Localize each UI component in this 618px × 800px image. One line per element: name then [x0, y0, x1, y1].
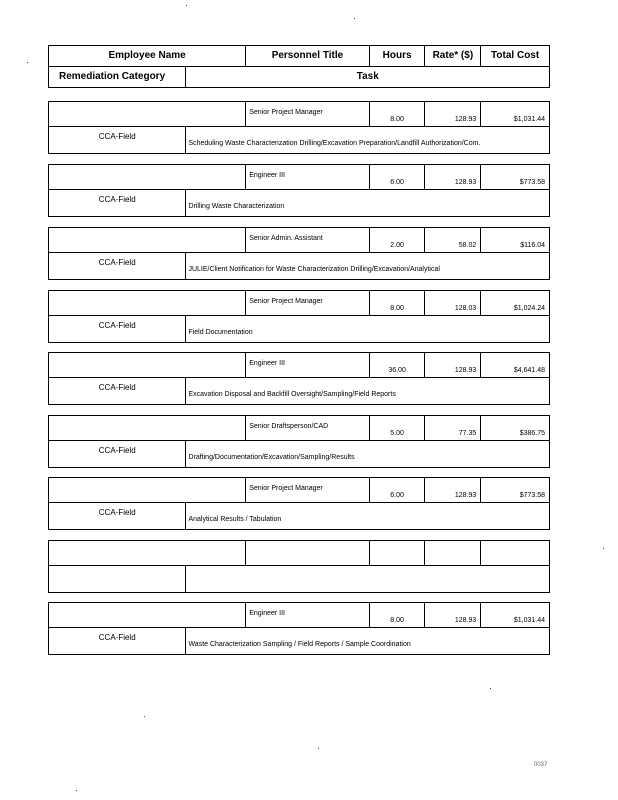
hours-value: 5.00: [390, 430, 404, 437]
personnel-title-cell: [246, 102, 370, 126]
employee-name-cell: [49, 291, 246, 315]
rate-cell: [425, 478, 481, 502]
personnel-title-cell: [246, 353, 370, 377]
rate-cell: [425, 291, 481, 315]
employee-name-cell: [49, 102, 246, 126]
hours-cell: [370, 603, 426, 627]
scan-speck: [27, 62, 28, 63]
remediation-category: CCA-Field: [98, 132, 136, 141]
personnel-title: Senior Admin. Assistant: [249, 235, 323, 242]
task-description: Drafting/Documentation/Excavation/Sampling/Results: [188, 454, 355, 461]
category-cell: [49, 127, 186, 153]
rate-cell: [425, 102, 481, 126]
scan-speck: [354, 18, 355, 19]
scan-speck: [76, 790, 77, 791]
header-hours: Hours: [370, 46, 426, 66]
labor-record: [48, 101, 550, 154]
header-remediation-category: Remediation Category: [49, 67, 186, 87]
record-row-2: [49, 127, 549, 153]
employee-name-cell: [49, 416, 246, 440]
task-cell: [186, 628, 549, 654]
total-cost-value: $773.58: [519, 179, 545, 186]
category-cell: [49, 566, 186, 592]
labor-record: [48, 415, 550, 468]
rate-value: 128.93: [454, 116, 477, 123]
employee-name-cell: [49, 603, 246, 627]
personnel-title-cell: [246, 603, 370, 627]
task-cell: [186, 566, 549, 592]
remediation-category: CCA-Field: [98, 321, 136, 330]
hours-cell: [370, 102, 426, 126]
category-cell: [49, 190, 186, 216]
hours-value: 2.00: [390, 242, 404, 249]
personnel-title: Engineer III: [249, 610, 286, 617]
task-description: Drilling Waste Characterization: [188, 203, 285, 210]
task-description: Field Documentation: [188, 329, 253, 336]
header-row-2: [49, 67, 549, 87]
task-description: Scheduling Waste Characterization Drilling/Excavation Preparation/Landfill Authorization/Com.: [188, 140, 481, 147]
rate-value: 58.02: [458, 242, 477, 249]
remediation-category: CCA-Field: [98, 258, 136, 267]
total-cost-cell: [481, 291, 549, 315]
scan-speck: [603, 548, 604, 549]
labor-record: [48, 352, 550, 405]
record-row-2: [49, 316, 549, 342]
personnel-title: Senior Project Manager: [249, 298, 323, 305]
remediation-category: CCA-Field: [98, 508, 136, 517]
record-row-1: [49, 603, 549, 628]
rate-value: 128.93: [454, 617, 477, 624]
hours-value: 6.00: [390, 179, 404, 186]
total-cost-cell: [481, 228, 549, 252]
rate-value: 128.93: [454, 179, 477, 186]
remediation-category: CCA-Field: [98, 195, 136, 204]
total-cost-cell: [481, 416, 549, 440]
task-description: Waste Characterization Sampling / Field Reports / Sample Coordination: [188, 641, 411, 648]
record-row-1: [49, 291, 549, 316]
employee-name-cell: [49, 541, 246, 565]
header-total-cost: Total Cost: [491, 50, 540, 61]
record-row-1: [49, 416, 549, 441]
rate-cell: [425, 603, 481, 627]
total-cost-value: $1,031.44: [513, 116, 545, 123]
task-cell: [186, 378, 549, 404]
employee-name-cell: [49, 353, 246, 377]
personnel-title-cell: [246, 228, 370, 252]
labor-record-blank: [48, 540, 550, 593]
header-row-1: [49, 46, 549, 67]
personnel-title: Senior Project Manager: [249, 109, 323, 116]
rate-value: 128.03: [454, 305, 477, 312]
rate-cell: [425, 416, 481, 440]
total-cost-value: $773.58: [519, 492, 545, 499]
task-cell: [186, 441, 549, 467]
scan-speck: [144, 716, 145, 717]
labor-record: [48, 164, 550, 217]
employee-name-cell: [49, 478, 246, 502]
personnel-title: Senior Draftsperson/CAD: [249, 423, 329, 430]
total-cost-cell: [481, 353, 549, 377]
rate-value: 77.35: [458, 430, 477, 437]
category-cell: [49, 253, 186, 279]
hours-value: 8.00: [390, 617, 404, 624]
hours-value: 6.00: [390, 492, 404, 499]
hours-cell: [370, 416, 426, 440]
personnel-title: Senior Project Manager: [249, 485, 323, 492]
record-row-2: [49, 566, 549, 592]
hours-cell: [370, 478, 426, 502]
category-cell: [49, 441, 186, 467]
personnel-title-cell: [246, 291, 370, 315]
rate-cell: [425, 353, 481, 377]
total-cost-cell: [481, 478, 549, 502]
scan-speck: [318, 748, 319, 749]
rate-cell: [425, 541, 481, 565]
hours-cell: [370, 165, 426, 189]
task-description: Analytical Results / Tabulation: [188, 516, 282, 523]
header-task: Task: [356, 71, 379, 82]
header-employee-name: Employee Name: [49, 46, 246, 66]
total-cost-cell: [481, 165, 549, 189]
category-cell: [49, 378, 186, 404]
record-row-1: [49, 228, 549, 253]
category-cell: [49, 316, 186, 342]
record-row-2: [49, 190, 549, 216]
total-cost-cell: [481, 541, 549, 565]
header-personnel-title: Personnel Title: [246, 46, 370, 66]
personnel-title-cell: [246, 165, 370, 189]
remediation-category: CCA-Field: [98, 383, 136, 392]
employee-name-cell: [49, 165, 246, 189]
personnel-title: Engineer III: [249, 172, 286, 179]
record-row-2: [49, 628, 549, 654]
record-row-1: [49, 102, 549, 127]
task-cell: [186, 127, 549, 153]
rate-value: 128.93: [454, 367, 477, 374]
record-row-1: [49, 541, 549, 566]
labor-record: [48, 477, 550, 530]
task-description: Excavation Disposal and Backfill Oversight/Sampling/Field Reports: [188, 391, 396, 398]
category-cell: [49, 628, 186, 654]
record-row-2: [49, 378, 549, 404]
task-cell: [186, 190, 549, 216]
task-cell: [186, 316, 549, 342]
personnel-title-cell: [246, 416, 370, 440]
hours-cell: [370, 353, 426, 377]
hours-cell: [370, 291, 426, 315]
task-description: JULIE/Client Notification for Waste Characterization Drilling/Excavation/Analytical: [188, 266, 440, 273]
record-row-2: [49, 503, 549, 529]
total-cost-cell: [481, 102, 549, 126]
rate-cell: [425, 228, 481, 252]
header-rate: Rate* ($): [425, 46, 481, 66]
bates-number: 0037: [534, 762, 548, 768]
task-cell: [186, 253, 549, 279]
employee-name-cell: [49, 228, 246, 252]
record-row-1: [49, 165, 549, 190]
hours-value: 8.00: [390, 305, 404, 312]
total-cost-value: $116.04: [520, 242, 545, 249]
scan-speck: [490, 688, 491, 689]
task-cell: [186, 503, 549, 529]
personnel-title-cell: [246, 541, 370, 565]
rate-cell: [425, 165, 481, 189]
remediation-category: CCA-Field: [98, 633, 136, 642]
remediation-category: CCA-Field: [98, 446, 136, 455]
rate-value: 128.93: [454, 492, 477, 499]
hours-value: 8.00: [390, 116, 404, 123]
record-row-1: [49, 353, 549, 378]
total-cost-value: $1,024.24: [513, 305, 545, 312]
column-header-table: [48, 45, 550, 88]
record-row-2: [49, 441, 549, 467]
total-cost-value: $1,031.44: [513, 617, 545, 624]
record-row-1: [49, 478, 549, 503]
personnel-title-cell: [246, 478, 370, 502]
total-cost-cell: [481, 603, 549, 627]
personnel-title: Engineer III: [249, 360, 286, 367]
record-row-2: [49, 253, 549, 279]
total-cost-value: $4,641.48: [513, 367, 545, 374]
labor-record: [48, 227, 550, 280]
labor-record: [48, 290, 550, 343]
total-cost-value: $386.75: [519, 430, 545, 437]
category-cell: [49, 503, 186, 529]
scan-speck: [186, 5, 187, 6]
hours-cell: [370, 541, 426, 565]
hours-value: 36.00: [388, 367, 406, 374]
hours-cell: [370, 228, 426, 252]
labor-record: [48, 602, 550, 655]
